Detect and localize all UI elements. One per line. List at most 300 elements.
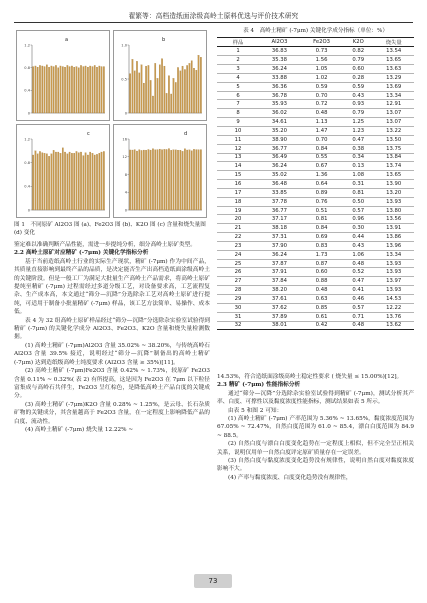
- bar: [48, 67, 49, 113]
- bar: [71, 66, 72, 113]
- table-cell: 30: [217, 303, 259, 312]
- table-cell: 0.89: [300, 188, 343, 197]
- bar: [132, 150, 133, 210]
- table-header-cell: 烧失量: [373, 38, 414, 47]
- table-row: [217, 109, 414, 118]
- bar: [78, 153, 79, 210]
- table-cell: 13.34: [373, 250, 414, 259]
- bar: [32, 67, 33, 113]
- bar: [189, 150, 190, 210]
- table-cell: 0.41: [343, 286, 373, 295]
- y-tick-label: 0.4: [24, 184, 30, 189]
- table-cell: 35.02: [259, 171, 300, 180]
- table-cell: 0.60: [343, 65, 373, 74]
- bar: [101, 152, 102, 210]
- bar: [89, 66, 90, 113]
- table-cell: 37.90: [259, 241, 300, 250]
- table-cell: 6: [217, 91, 259, 100]
- bar: [64, 67, 65, 113]
- table-cell: 13.50: [373, 135, 414, 144]
- bar: [58, 68, 59, 113]
- bar: [51, 154, 52, 210]
- table-cell: 13.20: [373, 188, 414, 197]
- table-cell: 0.82: [343, 47, 373, 56]
- table-header-cell: K2O: [343, 38, 373, 47]
- table-cell: 38.20: [259, 286, 300, 295]
- y-tick-label: 1.0: [121, 43, 127, 48]
- table-cell: 0.43: [343, 241, 373, 250]
- table-header-cell: Al2O3: [259, 38, 300, 47]
- table-cell: 0.31: [343, 180, 373, 189]
- table-cell: 38.90: [259, 135, 300, 144]
- bar: [44, 67, 45, 113]
- table-cell: 37.31: [259, 233, 300, 242]
- bar: [196, 150, 197, 210]
- bar: [166, 93, 167, 113]
- bar: [145, 150, 146, 210]
- right-paragraph-5: (2) 自然白度与漂白白度变化趋势在一定程度上相似，但不完全呈正相关关系，说明仅用单一自然白度评定原矿质量存在一定误差。: [217, 441, 414, 456]
- table-row: [217, 241, 414, 250]
- y-tick-label: 0.8: [24, 160, 30, 165]
- table-cell: 24: [217, 250, 259, 259]
- bar: [198, 55, 199, 113]
- bar: [166, 149, 167, 210]
- table-cell: 0.93: [343, 100, 373, 109]
- table-cell: 0.70: [300, 135, 343, 144]
- right-paragraph-6: (3) 自然白度与黏度浓度变化趋势没有规律性，说明自然白度对黏度浓度影响不大。: [217, 458, 414, 473]
- figure-panel-c: [16, 124, 110, 218]
- table-header-row: [217, 38, 414, 47]
- table-row: [217, 206, 414, 215]
- bar: [87, 155, 88, 210]
- header-rule: [14, 22, 413, 23]
- table-cell: 25: [217, 259, 259, 268]
- table-cell: 0.88: [300, 277, 343, 286]
- table-cell: 13: [217, 153, 259, 162]
- bar: [69, 152, 70, 210]
- table-cell: 0.44: [343, 233, 373, 242]
- table-cell: 13.29: [373, 73, 414, 82]
- table-cell: 14: [217, 162, 259, 171]
- bar: [37, 154, 38, 210]
- left-column: [14, 241, 210, 434]
- y-tick-label: 0.8: [24, 65, 30, 70]
- bar: [51, 66, 52, 113]
- table-cell: 0.72: [300, 100, 343, 109]
- bar: [200, 150, 201, 210]
- bar: [150, 150, 151, 210]
- bar: [157, 150, 158, 210]
- y-tick-label: 12: [122, 155, 127, 160]
- table-cell: 20: [217, 215, 259, 224]
- y-tick-label: 4: [124, 190, 127, 195]
- table-cell: 0.64: [300, 180, 343, 189]
- table-cell: 13.93: [373, 197, 414, 206]
- bar: [48, 156, 49, 210]
- bar: [182, 151, 183, 210]
- bar: [134, 150, 135, 210]
- bar: [85, 66, 86, 113]
- bar: [184, 69, 185, 113]
- table-cell: 16: [217, 180, 259, 189]
- bar: [71, 153, 72, 210]
- table-cell: 13.07: [373, 118, 414, 127]
- table-row: [217, 126, 414, 135]
- table-cell: 1.08: [343, 171, 373, 180]
- bar: [180, 150, 181, 210]
- table-cell: 4: [217, 73, 259, 82]
- table-cell: 28: [217, 286, 259, 295]
- running-header: 翟繁等：高档造纸面涂级高岭土原料优选与评价技术研究: [128, 12, 299, 20]
- table-cell: 0.70: [300, 91, 343, 100]
- bar: [173, 150, 174, 210]
- bar: [139, 73, 140, 113]
- table-row: [217, 171, 414, 180]
- table-cell: 0.38: [343, 144, 373, 153]
- table-4: [217, 37, 414, 330]
- bar: [53, 150, 54, 210]
- table-cell: 37.62: [259, 303, 300, 312]
- table-cell: 26: [217, 268, 259, 277]
- bar: [168, 149, 169, 210]
- bar: [87, 67, 88, 113]
- y-tick-label: 0: [124, 111, 127, 116]
- left-paragraph-2: 基于当前造纸高岭土行业的实际生产现状，精矿 (-7μm) 作为中间产品，其质量直接影响到最终产品的品质，是决定能否生产出高档造纸面涂级高岭土的关键阶段。但是一般工厂为满足大批量生产高岭土产品需求，将高岭土原矿提纯至精矿 (-7μm) 过程需经过多道分级工艺，对设备要求高，工艺流程复杂、生产成本高，本文通过“筛分—沉降”分选除杂工艺对高岭土原矿进行提纯，可适用于制备小批量精矿 (-7μm) 样品，该工艺方法简单、易操作、成本低。: [14, 258, 210, 316]
- table-cell: 36.48: [259, 180, 300, 189]
- table-header-cell: Fe2O3: [300, 38, 343, 47]
- bar: [60, 153, 61, 210]
- table-cell: 33.88: [259, 73, 300, 82]
- table-cell: 0.51: [300, 206, 343, 215]
- table-cell: 14.53: [373, 295, 414, 304]
- table-cell: 36.49: [259, 153, 300, 162]
- table-cell: 0.47: [343, 135, 373, 144]
- table-row: [217, 295, 414, 304]
- bar: [55, 65, 56, 113]
- table-cell: 13.22: [373, 126, 414, 135]
- table-cell: 37.89: [259, 312, 300, 321]
- table-row: [217, 303, 414, 312]
- table-cell: 2: [217, 56, 259, 65]
- bar: [80, 65, 81, 113]
- table-row: [217, 144, 414, 153]
- table-cell: 0.83: [300, 241, 343, 250]
- table-cell: 0.73: [300, 47, 343, 56]
- table-cell: 13.63: [373, 65, 414, 74]
- bar: [101, 67, 102, 113]
- table-cell: 0.84: [300, 224, 343, 233]
- table-row: [217, 100, 414, 109]
- table-row: [217, 47, 414, 56]
- table-cell: 0.42: [300, 321, 343, 330]
- table-cell: 1.02: [300, 73, 343, 82]
- bar: [94, 65, 95, 113]
- bar: [94, 155, 95, 210]
- table-cell: 0.79: [343, 56, 373, 65]
- bar: [161, 150, 162, 210]
- panel-tag-c: c: [87, 131, 90, 137]
- figure-panel-d: [113, 124, 207, 218]
- bar: [136, 61, 137, 113]
- panel-tag-a: a: [65, 37, 69, 43]
- bar-chart-b: [114, 31, 206, 120]
- y-tick-label: 1.2: [24, 137, 30, 142]
- table-body: [217, 47, 414, 330]
- bar: [186, 150, 187, 210]
- table-row: [217, 56, 414, 65]
- bar: [170, 94, 171, 113]
- table-cell: 36.24: [259, 162, 300, 171]
- figure-caption: 图 1 不同原矿 Al2O3 图 (a)、Fe2O3 图 (b)、K2O 图 (c) 含量和烧失量图 (d) 变化: [14, 222, 206, 236]
- table-cell: 18: [217, 197, 259, 206]
- table-cell: 1.13: [300, 118, 343, 127]
- table-cell: 13.54: [373, 47, 414, 56]
- table-cell: 0.52: [343, 268, 373, 277]
- bar: [44, 153, 45, 210]
- right-paragraph-2: 通过“筛分—沉降”分选除杂实验室试验得到精矿 (-7μm)，测试分析其产率、白度、可撑性以及黏度浓度性能指标，测试结果如表 5 所示。: [217, 390, 414, 406]
- bar: [161, 59, 162, 113]
- table-row: [217, 118, 414, 127]
- table-cell: 36.77: [259, 144, 300, 153]
- table-cell: 13.84: [373, 153, 414, 162]
- bar: [175, 150, 176, 210]
- table-cell: 13.74: [373, 162, 414, 171]
- right-paragraph-1: 14.53%，符合造纸面涂级高岭土稳定性要求 ( 烧失量 ≤ 15.00%)[12]。: [217, 374, 403, 380]
- table-cell: 0.59: [300, 82, 343, 91]
- y-tick-label: 0: [27, 208, 30, 213]
- table-row: [217, 162, 414, 171]
- y-tick-label: 16: [122, 137, 127, 142]
- figure-panel-b: [113, 30, 207, 121]
- table-cell: 13.91: [373, 224, 414, 233]
- table-header-cell: 样品: [217, 38, 259, 47]
- bar: [173, 78, 174, 113]
- bar: [155, 150, 156, 210]
- table-cell: 0.96: [343, 215, 373, 224]
- bar: [73, 153, 74, 210]
- table-cell: 31: [217, 312, 259, 321]
- table-cell: 0.79: [343, 109, 373, 118]
- bar: [46, 65, 47, 113]
- left-paragraph-3: 表 4 为 32 组高岭土原矿样品经过“筛分—沉降”分选除杂实验室试验得到精矿 (-7μm) 的关键化学成分 Al2O3、Fe2O3、K2O 含量和烧失量检测数据。: [14, 317, 210, 341]
- table-cell: 0.48: [343, 259, 373, 268]
- table-cell: 12.91: [373, 100, 414, 109]
- table-cell: 37.78: [259, 197, 300, 206]
- table-cell: 13.93: [373, 286, 414, 295]
- bar-chart-a: [17, 31, 109, 120]
- bar: [157, 78, 158, 113]
- bar: [198, 150, 199, 210]
- bar: [55, 152, 56, 210]
- bar: [184, 149, 185, 210]
- table-cell: 0.48: [300, 109, 343, 118]
- bar: [148, 149, 149, 210]
- table-cell: 13.96: [373, 241, 414, 250]
- figure-panel-a: [16, 30, 110, 121]
- bar: [89, 152, 90, 210]
- table-cell: 0.84: [300, 144, 343, 153]
- table-cell: 33.85: [259, 188, 300, 197]
- table-cell: 37.61: [259, 295, 300, 304]
- table-cell: 36.36: [259, 82, 300, 91]
- bar: [186, 65, 187, 113]
- left-paragraph-7: (4) 高岭土精矿 (-7μm) 烧失量 12.22% ~: [25, 426, 134, 433]
- table-cell: 29: [217, 295, 259, 304]
- bar-chart-c: [17, 125, 109, 217]
- table-cell: 27: [217, 277, 259, 286]
- table-cell: 0.55: [300, 153, 343, 162]
- table-cell: 13.75: [373, 144, 414, 153]
- section-heading-2-2: 2.2 高岭土原矿对应精矿 (-7μm) 关键化学指标分析: [14, 250, 149, 257]
- table-cell: 1.23: [343, 126, 373, 135]
- table-cell: 0.28: [343, 73, 373, 82]
- y-tick-label: 8: [124, 172, 127, 177]
- table-cell: 13.90: [373, 180, 414, 189]
- table-cell: 0.60: [300, 268, 343, 277]
- bar: [164, 66, 165, 113]
- bar: [177, 150, 178, 210]
- table-cell: 13.07: [373, 109, 414, 118]
- table-row: [217, 91, 414, 100]
- bar: [96, 154, 97, 210]
- bar: [78, 68, 79, 113]
- bar: [39, 151, 40, 210]
- bar: [189, 63, 190, 113]
- table-cell: 13.93: [373, 259, 414, 268]
- table-cell: 1.36: [300, 171, 343, 180]
- table-cell: 0.71: [343, 312, 373, 321]
- bar: [80, 152, 81, 210]
- table-cell: 13.86: [373, 233, 414, 242]
- table-cell: 13.97: [373, 277, 414, 286]
- panel-tag-d: d: [184, 131, 188, 137]
- left-paragraph-5: (2) 高岭土精矿 (-7μm)Fe2O3 含量 0.42% ~ 1.73%，较原矿 Fe2O3 含量 0.11% ~ 0.32%( 表 2) 有所提高，这是因为 Fe2O3 在 7μm 以下粒径富集成与高岭石共伴生，Fe2O3 呈红棕色，是降低高岭土产品白度的关键成分。: [14, 368, 210, 400]
- bar: [148, 65, 149, 113]
- table-row: [217, 65, 414, 74]
- bar: [129, 74, 130, 113]
- table-cell: 36.78: [259, 91, 300, 100]
- table-row: [217, 188, 414, 197]
- right-paragraph-3: 由表 5 和图 2 可知：: [228, 407, 283, 414]
- table-row: [217, 268, 414, 277]
- bar: [175, 82, 176, 113]
- table-cell: 0.59: [343, 82, 373, 91]
- table-cell: 13.69: [373, 82, 414, 91]
- bar: [103, 67, 104, 113]
- bar: [196, 70, 197, 113]
- table-row: [217, 82, 414, 91]
- table-cell: 13.80: [373, 206, 414, 215]
- bar: [39, 65, 40, 113]
- table-caption: 表 4 高岭土精矿 (-7μm) 关键化学成分指标（单位：%）: [243, 28, 388, 34]
- bar: [73, 67, 74, 113]
- table-cell: 13.62: [373, 321, 414, 330]
- table-cell: 38.01: [259, 321, 300, 330]
- table-row: [217, 233, 414, 242]
- table-cell: 37.84: [259, 277, 300, 286]
- table-row: [217, 259, 414, 268]
- bar: [180, 71, 181, 113]
- table-cell: 21: [217, 224, 259, 233]
- table-row: [217, 73, 414, 82]
- table-cell: 0.47: [343, 277, 373, 286]
- bar-chart-d: [114, 125, 206, 217]
- table-cell: 36.83: [259, 47, 300, 56]
- table-row: [217, 277, 414, 286]
- bar: [159, 65, 160, 113]
- table-cell: 0.81: [343, 188, 373, 197]
- table-cell: 23: [217, 241, 259, 250]
- bar: [37, 67, 38, 113]
- y-tick-label: 0: [124, 208, 127, 213]
- bar: [155, 63, 156, 113]
- table-cell: 36.77: [259, 206, 300, 215]
- bar: [60, 66, 61, 113]
- table-cell: 13.76: [373, 312, 414, 321]
- page-number: 73: [194, 574, 232, 588]
- table-cell: 8: [217, 109, 259, 118]
- table-cell: 37.87: [259, 259, 300, 268]
- table-cell: 0.67: [300, 162, 343, 171]
- bar: [62, 148, 63, 210]
- bar: [193, 68, 194, 113]
- table-cell: 1.73: [300, 250, 343, 259]
- bar: [58, 152, 59, 210]
- bar: [164, 149, 165, 210]
- table-cell: 13.65: [373, 56, 414, 65]
- table-cell: 0.87: [300, 259, 343, 268]
- table-cell: 22: [217, 233, 259, 242]
- table-cell: 7: [217, 100, 259, 109]
- table-cell: 1.56: [300, 56, 343, 65]
- table-row: [217, 180, 414, 189]
- bar: [42, 66, 43, 113]
- table-cell: 17: [217, 188, 259, 197]
- bar: [76, 67, 77, 113]
- bar: [35, 66, 36, 113]
- left-paragraph-1: 鉴定难以准确判断产品性能，需进一步提纯分析，细分高岭土原矿类型。: [14, 242, 196, 248]
- bar: [76, 151, 77, 210]
- table-cell: 0.34: [343, 153, 373, 162]
- right-paragraph-7: (4) 产率与黏度浓度、白度变化趋势没有规律性，: [228, 474, 352, 481]
- table-row: [217, 312, 414, 321]
- right-paragraph-4: (1) 高岭土精矿 (-7μm) 产率范围为 5.36% ~ 13.65%，黏度浓度范围为 67.05% ~ 72.47%，自然白度范围为 61.0 ~ 85.4，漂白白度范围为 84.9 ~ 88.5。: [217, 416, 414, 439]
- table-cell: 1.25: [343, 118, 373, 127]
- table-row: [217, 224, 414, 233]
- table-cell: 0.61: [300, 312, 343, 321]
- bar: [136, 151, 137, 210]
- bar: [152, 96, 153, 113]
- table-cell: 12.22: [373, 303, 414, 312]
- right-column: [217, 373, 414, 482]
- table-row: [217, 135, 414, 144]
- table-row: [217, 215, 414, 224]
- bar: [53, 67, 54, 113]
- table-cell: 35.20: [259, 126, 300, 135]
- table-cell: 5: [217, 82, 259, 91]
- bar: [191, 61, 192, 113]
- table-cell: 12: [217, 144, 259, 153]
- bar: [99, 153, 100, 210]
- table-cell: 13.93: [373, 268, 414, 277]
- bar: [42, 153, 43, 210]
- bar: [85, 153, 86, 210]
- bar: [67, 154, 68, 210]
- bar: [159, 149, 160, 210]
- table-cell: 0.48: [343, 321, 373, 330]
- bar: [83, 67, 84, 113]
- bar: [143, 83, 144, 113]
